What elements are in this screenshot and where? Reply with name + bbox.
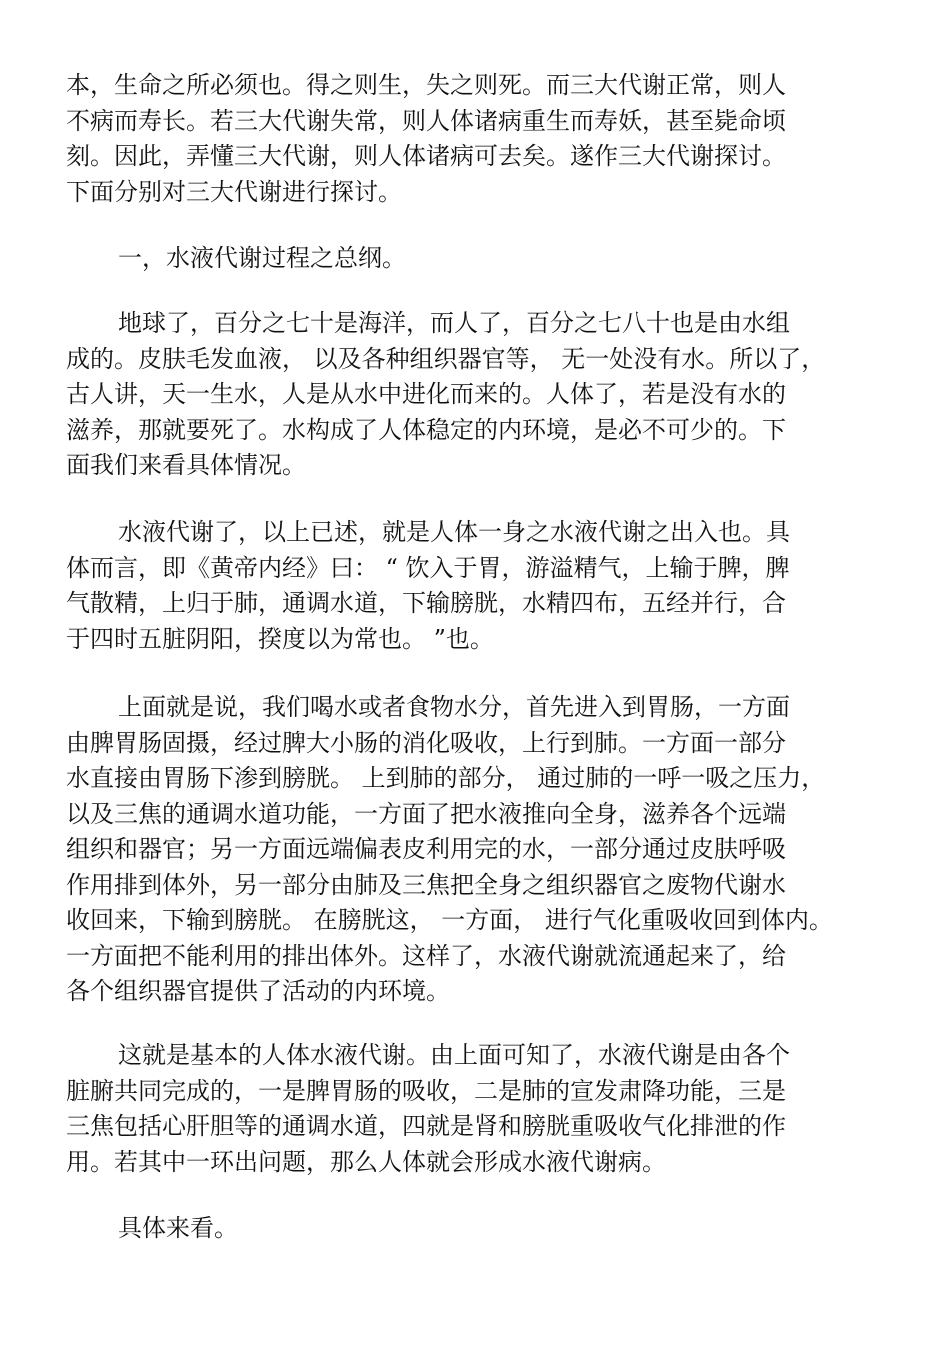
text-line: 这就是基本的人体水液代谢。由上面可知了，水液代谢是由各个 [118,1041,790,1069]
text-line: 本，生命之所必须也。得之则生，失之则死。而三大代谢正常，则人 [66,71,786,99]
text-line: 体而言，即《黄帝内经》曰： “ 饮入于胃，游溢精气，上输于脾，脾 [66,553,790,582]
text-line: 水液代谢了，以上已述，就是人体一身之水液代谢之出入也。具 [118,518,790,546]
text-line: 下面分别对三大代谢进行探讨。 [66,177,402,206]
text-line: 地球了，百分之七十是海洋，而人了，百分之七八十也是由水组 [118,309,790,337]
paragraph-process-detail [66,690,906,1010]
text-line: 用。若其中一环出问题，那么人体就会形成水液代谢病。 [66,1147,666,1176]
text-line: 于四时五脏阴阳，揆度以为常也。 ”也。 [66,624,494,653]
text-line: 组织和器官；另一方面远端偏表皮利用完的水，一部分通过皮肤呼吸 [66,835,786,863]
text-line: 气散精，上归于肺，通调水道，下输膀胱，水精四布，五经并行，合 [66,589,786,617]
text-line: 作用排到体外，另一部分由肺及三焦把全身之组织器官之废物代谢水 [66,870,786,899]
text-line: 水直接由胃肠下渗到膀胱。 上到肺的部分， 通过肺的一呼一吸之压力， [66,764,826,792]
paragraph-huangdi-quote [66,515,906,657]
paragraph-organ-summary [66,1038,906,1180]
text-line: 以及三焦的通调水道功能，一方面了把水液推向全身，滋养各个远端 [66,799,786,828]
text-line: 成的。皮肤毛发血液， 以及各种组织器官等， 无一处没有水。所以了， [66,344,826,373]
text-line: 收回来，下输到膀胱。 在膀胱这， 一方面， 进行气化重吸收回到体内。 [66,906,833,934]
text-line: 古人讲，天一生水，人是从水中进化而来的。人体了，若是没有水的 [66,380,786,408]
paragraph-closing [66,1211,906,1247]
text-line: 刻。因此，弄懂三大代谢，则人体诸病可去矣。遂作三大代谢探讨。 [66,142,786,170]
text-line: 面我们来看具体情况。 [66,451,306,479]
heading-line: 一，水液代谢过程之总纲。 [118,244,406,272]
text-line: 不病而寿长。若三大代谢失常，则人体诸病重生而寿妖，甚至毙命顷 [66,106,786,135]
paragraph-water-overview [66,306,906,484]
text-line: 各个组织器官提供了活动的内环境。 [66,977,450,1005]
text-line: 滋养，那就要死了。水构成了人体稳定的内环境，是必不可少的。下 [66,415,786,444]
text-line: 脏腑共同完成的，一是脾胃肠的吸收，二是肺的宣发肃降功能，三是 [66,1076,786,1105]
section-heading [66,241,906,277]
text-line: 具体来看。 [118,1214,238,1242]
text-line: 三焦包括心肝胆等的通调水道，四就是肾和膀胱重吸收气化排泄的作 [66,1112,786,1140]
text-line: 上面就是说，我们喝水或者食物水分，首先进入到胃肠，一方面 [118,693,790,721]
paragraph-intro [66,68,906,210]
text-line: 一方面把不能利用的排出体外。这样了，水液代谢就流通起来了，给 [66,941,786,970]
text-line: 由脾胃肠固摄，经过脾大小肠的消化吸收，上行到肺。一方面一部分 [66,728,786,757]
